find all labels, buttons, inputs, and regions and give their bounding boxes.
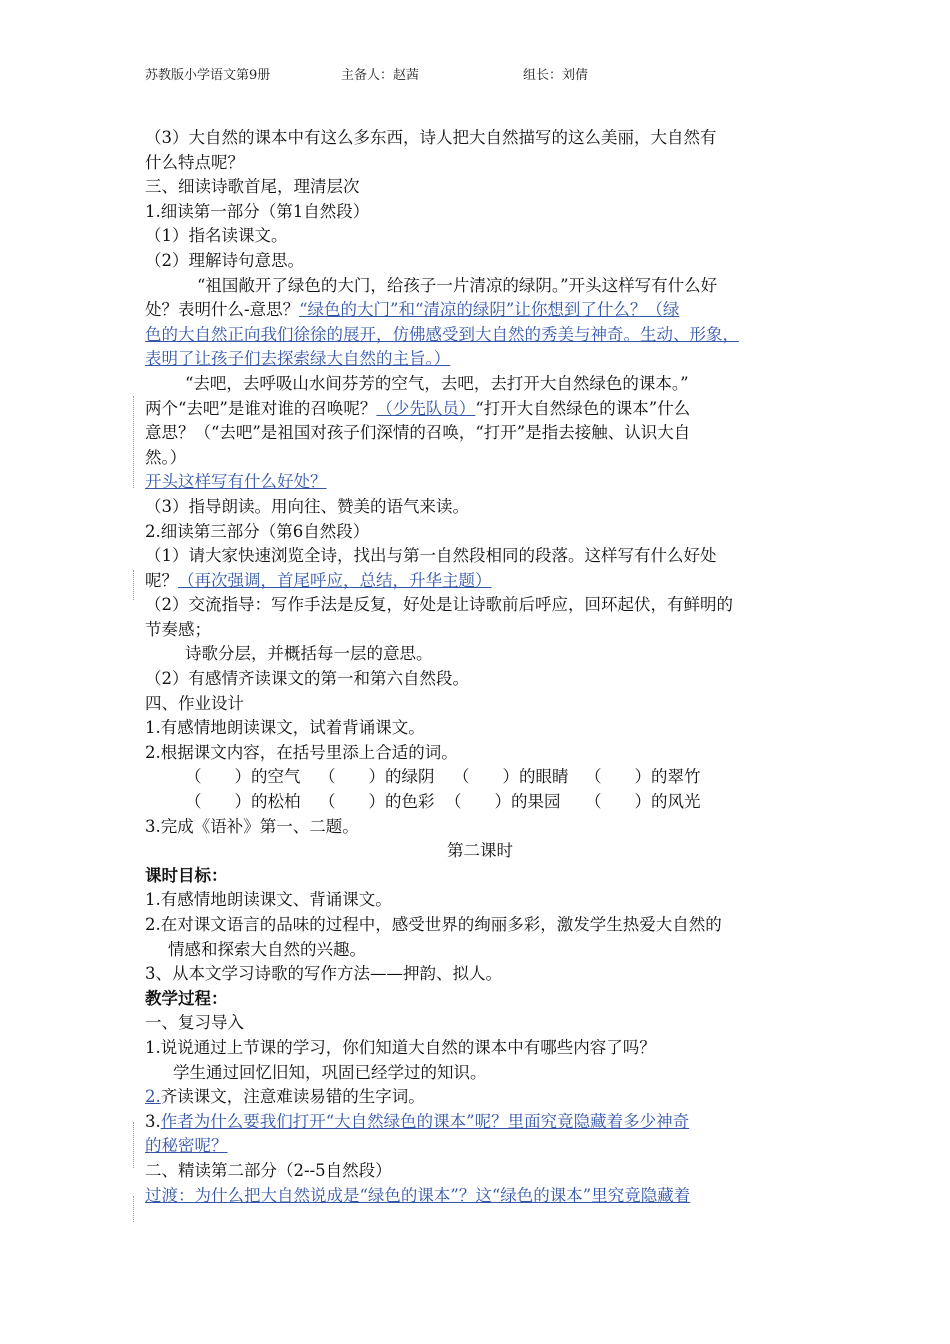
goal-item: 1.有感情地朗读课文、背诵课文。 [145, 890, 392, 910]
review-item [145, 1085, 815, 1110]
step-line: （2）交流指导：写作手法是反复，好处是让诗歌前后呼应，回环起伏，有鲜明的 [145, 595, 733, 615]
paragraph-line [145, 397, 815, 422]
paragraph-line [145, 1184, 815, 1209]
paragraph-line [145, 1134, 815, 1159]
revision-text: （再次强调，首尾呼应，总结，升华主题） [178, 570, 492, 590]
revision-text: 表明了让孩子们去探索绿大自然的主旨。） [145, 349, 451, 369]
paragraph-line: 诗歌分层，并概括每一层的意思。 [185, 644, 433, 664]
goal-item: 3、从本文学习诗歌的写作方法——押韵、拟人。 [145, 964, 502, 984]
review-item: 1.说说通过上节课的学习，你们知道大自然的课本中有哪些内容了吗？ [145, 1037, 656, 1057]
text-run: 两个“去吧”是谁对谁的召唤呢？ [145, 398, 377, 418]
revision-text: 色的大自然正向我们徐徐的展开，仿佛感受到大自然的秀美与神奇。生动、形象， [145, 324, 739, 344]
section-heading: 二、精读第二部分（2--5自然段） [145, 1160, 392, 1180]
step-line: （1）请大家快速浏览全诗，找出与第一自然段相同的段落。这样写有什么好处 [145, 546, 717, 566]
revision-bar [133, 1122, 134, 1168]
paragraph-line: （3）大自然的课本中有这么多东西，诗人把大自然描写的这么美丽，大自然有 [145, 128, 717, 147]
section-heading: 一、复习导入 [145, 1013, 244, 1033]
text-run: “打开大自然绿色的课本”什么 [475, 398, 691, 418]
revision-bar [133, 396, 134, 488]
text-run: 呢？ [145, 570, 178, 590]
fill-blank: （ ）的松柏 [185, 792, 301, 812]
fill-blank: （ ）的眼睛 [453, 767, 569, 787]
header-leader: 组长：刘倩 [523, 68, 589, 83]
text-run: 处？表明什么-意思？ [145, 300, 300, 320]
paragraph-line: “祖国敞开了绿色的大门，给孩子一片清凉的绿阴。”开头这样写有什么好 [197, 275, 718, 295]
paragraph-line: 意思？（“去吧”是祖国对孩子们深情的召唤，“打开”是指去接触、认识大自 [145, 423, 691, 443]
revision-text: （少先队员） [376, 398, 476, 418]
revision-bar [133, 570, 134, 600]
lesson-title: 第二课时 [447, 841, 513, 861]
section-heading: 四、作业设计 [145, 693, 244, 713]
paragraph-line: “去吧，去呼吸山水间芬芳的空气，去吧，去打开大自然绿色的课本。” [185, 373, 689, 393]
fill-blank: （ ）的翠竹 [585, 767, 701, 787]
fill-blank: （ ）的空气 [185, 767, 301, 787]
subsection-heading: 1.细读第一部分（第1自然段） [145, 201, 370, 221]
step-line: （3）指导朗读。用向往、赞美的语气来读。 [145, 496, 469, 516]
homework-item: 3.完成《语补》第一、二题。 [145, 816, 359, 836]
fill-blank: （ ）的绿阴 [319, 767, 435, 787]
step-line: （1）指名读课文。 [145, 226, 288, 246]
page-header [145, 64, 845, 86]
subsection-heading: 2.细读第三部分（第6自然段） [145, 521, 370, 541]
paragraph-line: 然。） [145, 447, 187, 467]
step-line: （2）有感情齐读课文的第一和第六自然段。 [145, 669, 469, 689]
paragraph-line: 什么特点呢？ [145, 152, 244, 172]
revision-text: “绿色的大门”和“清凉的绿阴”让你想到了什么？（绿 [299, 300, 680, 320]
fill-blank-row [145, 790, 815, 815]
goal-item: 2.在对课文语言的品味的过程中，感受世界的绚丽多彩，激发学生热爱大自然的 [145, 915, 722, 934]
homework-item: 2.根据课文内容，在括号里添上合适的词。 [145, 742, 458, 762]
header-book: 苏教版小学语文第9册 [145, 68, 271, 83]
section-heading: 三、细读诗歌首尾，理清层次 [145, 177, 360, 197]
revision-text: 的秘密呢？ [145, 1136, 228, 1156]
paragraph-line [145, 470, 815, 495]
paragraph-line [145, 569, 815, 594]
text-run: 齐读课文，注意难读易错的生字词。 [160, 1087, 425, 1107]
document-body [145, 126, 815, 1208]
paragraph-line [145, 347, 815, 372]
header-preparer: 主备人：赵茜 [341, 68, 420, 83]
review-item [145, 1110, 815, 1135]
fill-blank-row [145, 765, 815, 790]
homework-item: 1.有感情地朗读课文，试着背诵课文。 [145, 718, 425, 738]
goal-item: 情感和探索大自然的兴趣。 [168, 939, 366, 959]
revision-text: 作者为什么要我们打开“大自然绿色的课本”呢？里面究竟隐藏着多少神奇 [160, 1111, 690, 1131]
fill-blank: （ ）的果园 [445, 792, 561, 812]
goals-heading: 课时目标： [145, 865, 228, 885]
fill-blank: （ ）的色彩 [319, 792, 435, 812]
paragraph-line [145, 298, 815, 323]
paragraph-line: 节奏感； [145, 619, 211, 639]
paragraph-line: 学生通过回忆旧知，巩固已经学过的知识。 [173, 1062, 487, 1082]
revision-text: 过渡：为什么把大自然说成是“绿色的课本”？这“绿色的课本”里究竟隐藏着 [145, 1185, 691, 1205]
process-heading: 教学过程： [145, 988, 228, 1008]
step-line: （2）理解诗句意思。 [145, 250, 304, 270]
text-run: 3. [145, 1111, 161, 1131]
revision-bar [133, 1196, 134, 1222]
revision-text: 开头这样写有什么好处？ [145, 472, 327, 492]
fill-blank: （ ）的风光 [585, 792, 701, 812]
revision-text: 2. [145, 1087, 161, 1107]
